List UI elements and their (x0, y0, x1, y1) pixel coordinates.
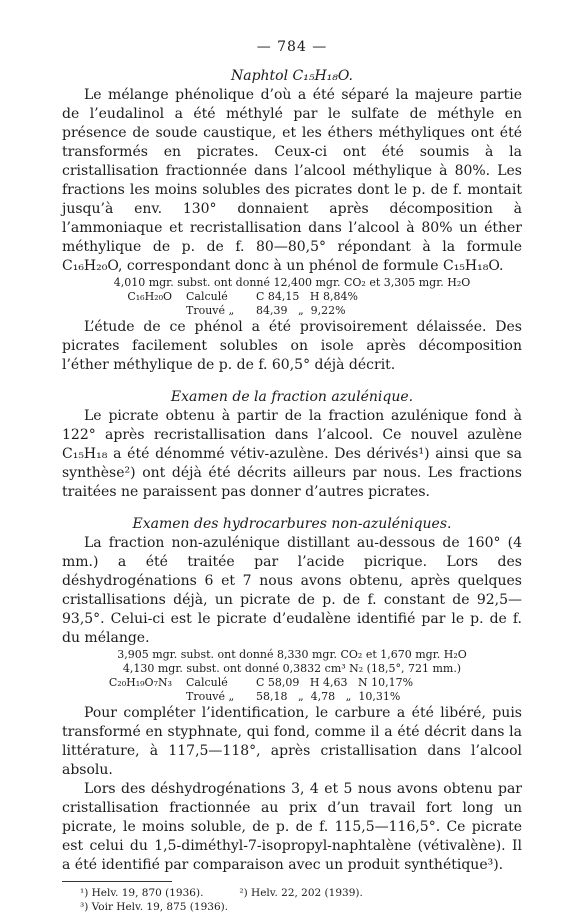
analysis-found-label: Trouvé „ (186, 690, 235, 703)
footnote: ²) Helv. 22, 202 (1939). (239, 887, 363, 899)
footnote-row (62, 886, 522, 900)
paragraph: Le mélange phénolique d’où a été séparé la majeure partie de l’eudalinol a été méthylé par le sulfate de méthyle en présence de soude caustique, et les éthers méthyliques ont été transformés en picrates. Ceux-ci ont été soumis à la cristallisation fractionnée dans l’alcool méthylique à 80%. Les fractions les moins solubles des picrates dont le p. de f. montait jusqu’à env. 130° donnaient après décomposition à l’ammoniaque et recristallisation dans l’alcool à 80% un éther méthylique de p. de f. 80—80,5° répondant à la formule C₁₆H₂₀O, correspondant donc à un phénol de formule C₁₅H₁₈O. (62, 87, 522, 274)
analysis-calc-row (62, 290, 522, 304)
analysis-calc-label: Calculé (186, 290, 228, 303)
analysis-calc-values: C 58,09 H 4,63 N 10,17% (256, 676, 414, 689)
section-heading-naphtol: Naphtol C₁₅H₁₈O. (230, 68, 354, 84)
paragraph: Lors des déshydrogénations 3, 4 et 5 nous avons obtenu par cristallisation fractionnée au prix d’un travail fort long un picrate, le moins soluble, de p. de f. 115,5—116,5°. Ce picrate est celui du 1,5-diméthyl-7-isopropyl-naphtalène (vétivalène). Il a été identifié par comparaison avec un produit synthétique³). (62, 781, 522, 873)
analysis-found-row (62, 304, 522, 318)
footnote-row (62, 900, 522, 914)
footnote-divider (62, 881, 172, 882)
analysis-block (62, 648, 522, 704)
analysis-formula: C₁₆H₂₀O (127, 290, 172, 303)
analysis-formula: C₂₀H₁₉O₇N₃ (108, 676, 172, 689)
section-heading-azulenique: Examen de la fraction azulénique. (170, 389, 414, 405)
page (62, 38, 522, 914)
footnote: ¹) Helv. 19, 870 (1936). (80, 887, 204, 899)
paragraph: Le picrate obtenu à partir de la fraction azulénique fond à 122° après recristallisation dans l’alcool. Ce nouvel azulène C₁₅H₁₈ a été dénommé vétiv-azulène. Des dérivés¹) ainsi que sa synthèse²) ont déjà été décrits ailleurs par nous. Les fractions traitées ne paraissent pas donner d’autres picrates. (62, 408, 522, 500)
paragraph: La fraction non-azulénique distillant au-dessous de 160° (4 mm.) a été traitée par l’acide picrique. Lors des déshydrogénations 6 et 7 nous avons obtenu, après quelques cristallisations déjà, un picrate de p. de f. constant de 92,5—93,5°. Celui-ci est le picrate d’eudalène identifié par le p. de f. du mélange. (62, 535, 522, 646)
analysis-found-values: 58,18 „ 4,78 „ 10,31% (256, 690, 401, 703)
analysis-found-values: 84,39 „ 9,22% (256, 304, 346, 317)
analysis-line: 4,130 mgr. subst. ont donné 0,3832 cm³ N₂ (18,5°, 721 mm.) (122, 662, 462, 675)
page-number: — 784 — (256, 39, 328, 55)
analysis-line: 3,905 mgr. subst. ont donné 8,330 mgr. CO₂ et 1,670 mgr. H₂O (117, 648, 467, 661)
section-heading-hydrocarbures: Examen des hydrocarbures non-azuléniques. (132, 516, 452, 532)
analysis-block (62, 276, 522, 318)
paragraph: Pour compléter l’identification, le carbure a été libéré, puis transformé en styphnate, qui fond, comme il a été décrit dans la littérature, à 117,5—118°, après cristallisation dans l’alcool absolu. (62, 705, 522, 778)
analysis-calc-values: C 84,15 H 8,84% (256, 290, 358, 303)
paragraph: L’étude de ce phénol a été provisoirement délaissée. Des picrates facilement solubles on isole après décomposition l’éther méthylique de p. de f. 60,5° déjà décrit. (62, 319, 522, 373)
analysis-line: 4,010 mgr. subst. ont donné 12,400 mgr. CO₂ et 3,305 mgr. H₂O (113, 276, 471, 289)
footnote: ³) Voir Helv. 19, 875 (1936). (80, 901, 229, 913)
analysis-calc-row (62, 676, 522, 690)
analysis-found-row (62, 690, 522, 704)
analysis-found-label: Trouvé „ (186, 304, 235, 317)
analysis-calc-label: Calculé (186, 676, 228, 689)
